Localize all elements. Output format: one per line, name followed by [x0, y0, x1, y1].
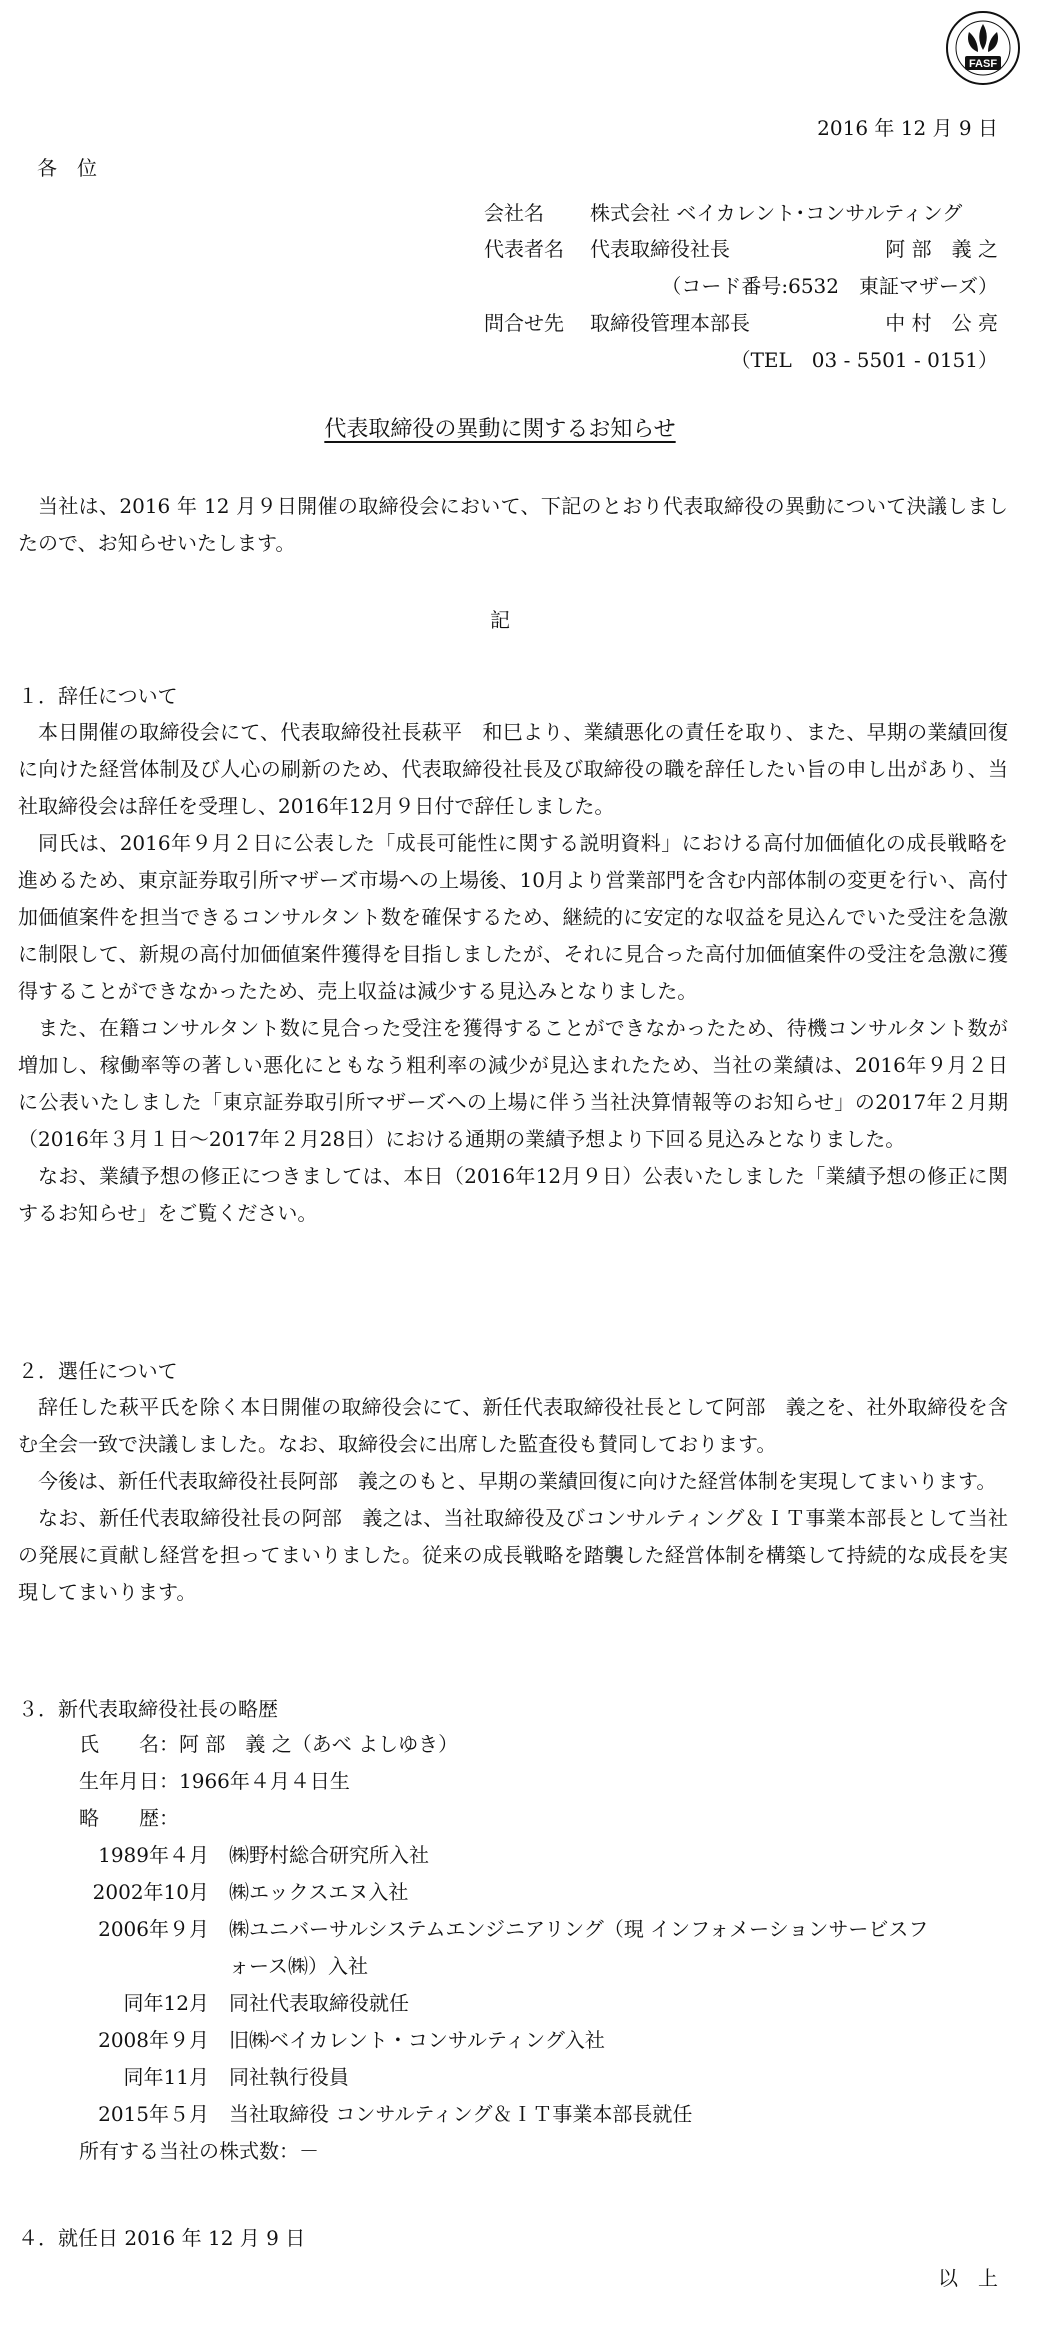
section2-paragraph: 今後は、新任代表取締役社長阿部 義之のもと、早期の業績回復に向けた経営体制を実現してまいります。: [38, 1469, 997, 1493]
contact-label: 問合せ先: [484, 311, 564, 335]
career-entry: ㈱ユニバーサルシステムエンジニアリング（現 インフォメーションサービスフ: [229, 1917, 929, 1941]
company-label: 会社名: [484, 201, 544, 225]
section2-paragraph: なお、新任代表取締役社長の阿部 義之は、当社取締役及びコンサルティング＆ＩＴ事業本部長として当社の発展に貢献し経営を担ってまいりました。従来の成長戦略を踏襲した経営体制を構築して持続的な成長を実現してまいります。: [18, 1506, 1008, 1604]
career-entry: ㈱野村総合研究所入社: [229, 1843, 429, 1867]
career-date: 2008年９月: [98, 2028, 209, 2052]
fasf-logo: [945, 10, 1021, 86]
career-date: 2002年10月: [92, 1880, 209, 1904]
profile-name: 氏 名：阿 部 義 之（あべ よしゆき）: [79, 1732, 459, 1756]
career-entry-continued: ォース㈱）入社: [229, 1954, 368, 1978]
career-date: 2015年５月: [98, 2102, 209, 2126]
ki-marker: 記: [490, 608, 510, 632]
contact-title: 取締役管理本部長: [590, 311, 750, 335]
career-entry: 当社取締役 コンサルティング＆ＩＴ事業本部長就任: [229, 2102, 693, 2126]
career-entry: 同社代表取締役就任: [229, 1991, 409, 2015]
section1-paragraph: なお、業績予想の修正につきましては、本日（2016年12月９日）公表いたしました「業績予想の修正に関するお知らせ」をご覧ください。: [18, 1164, 1008, 1225]
representative-title: 代表取締役社長: [590, 237, 730, 261]
section4-heading: ４．就任日 2016 年 12 月 9 日: [18, 2226, 306, 2250]
career-date: 同年12月: [123, 1991, 209, 2015]
contact-tel: （TEL 03 - 5501 - 0151）: [730, 348, 998, 372]
representative-label: 代表者名: [484, 237, 564, 261]
closing-mark: 以 上: [938, 2266, 998, 2290]
document-date: 2016 年 12 月 9 日: [817, 116, 998, 140]
document-title: 代表取締役の異動に関するお知らせ: [324, 417, 676, 442]
section1-paragraph: また、在籍コンサルタント数に見合った受注を獲得することができなかったため、待機コンサルタント数が増加し、稼働率等の著しい悪化にともなう粗利率の減少が見込まれたため、当社の業績は、2016年９月２日に公表いたしました「東京証券取引所マザーズへの上場に伴う当社決算情報等のお知らせ」の2017年２月期（2016年３月１日～2017年２月28日）における通期の業績予想より下回る見込みとなりました。: [18, 1016, 1008, 1151]
contact-name: 中 村 公 亮: [885, 311, 998, 335]
company-value: 株式会社 ベイカレント･コンサルティング: [590, 201, 963, 225]
profile-birthdate: 生年月日：1966年４月４日生: [79, 1769, 350, 1793]
career-entry: 同社執行役員: [229, 2065, 349, 2089]
stock-code: （コード番号:6532 東証マザーズ）: [661, 274, 998, 298]
section2-paragraph: 辞任した萩平氏を除く本日開催の取締役会にて、新任代表取締役社長として阿部 義之を、社外取締役を含む全会一致で決議しました。なお、取締役会に出席した監査役も賛同しております。: [18, 1395, 1008, 1456]
recipient: 各 位: [37, 156, 97, 180]
career-date: 同年11月: [123, 2065, 209, 2089]
section2-heading: ２．選任について: [18, 1359, 178, 1383]
section1-paragraph: 本日開催の取締役会にて、代表取締役社長萩平 和巳より、業績悪化の責任を取り、また、早期の業績回復に向けた経営体制及び人心の刷新のため、代表取締役社長及び取締役の職を辞任したい旨の申し出があり、当社取締役会は辞任を受理し、2016年12月９日付で辞任しました。: [18, 720, 1008, 818]
career-date: 1989年４月: [98, 1843, 209, 1867]
shares-owned: 所有する当社の株式数：－: [79, 2139, 319, 2163]
section2-body: [18, 1389, 1008, 1611]
career-entry: 旧㈱ベイカレント・コンサルティング入社: [229, 2028, 605, 2052]
section3-heading: ３．新代表取締役社長の略歴: [18, 1697, 278, 1721]
section1-heading: １．辞任について: [18, 684, 178, 708]
fasf-logo-icon: [945, 10, 1021, 86]
career-date: 2006年９月: [98, 1917, 209, 1941]
section1-paragraph: 同氏は、2016年９月２日に公表した「成長可能性に関する説明資料」における高付加価値化の成長戦略を進めるため、東京証券取引所マザーズ市場への上場後、10月より営業部門を含む内部体制の変更を行い、高付加価値案件を担当できるコンサルタント数を確保するため、継続的に安定的な収益を見込んでいた受注を急激に制限して、新規の高付加価値案件獲得を目指しましたが、それに見合った高付加価値案件の受注を急激に獲得することができなかったため、売上収益は減少する見込みとなりました。: [18, 831, 1008, 1003]
career-label: 略 歴：: [79, 1806, 179, 1830]
intro-paragraph: 当社は、2016 年 12 月９日開催の取締役会において、下記のとおり代表取締役の異動について決議しましたので、お知らせいたします。: [18, 494, 1008, 555]
logo-text: FASF: [968, 58, 998, 70]
representative-name: 阿 部 義 之: [885, 237, 998, 261]
section1-body: [18, 714, 1008, 1232]
career-entry: ㈱エックスエヌ入社: [229, 1880, 409, 1904]
